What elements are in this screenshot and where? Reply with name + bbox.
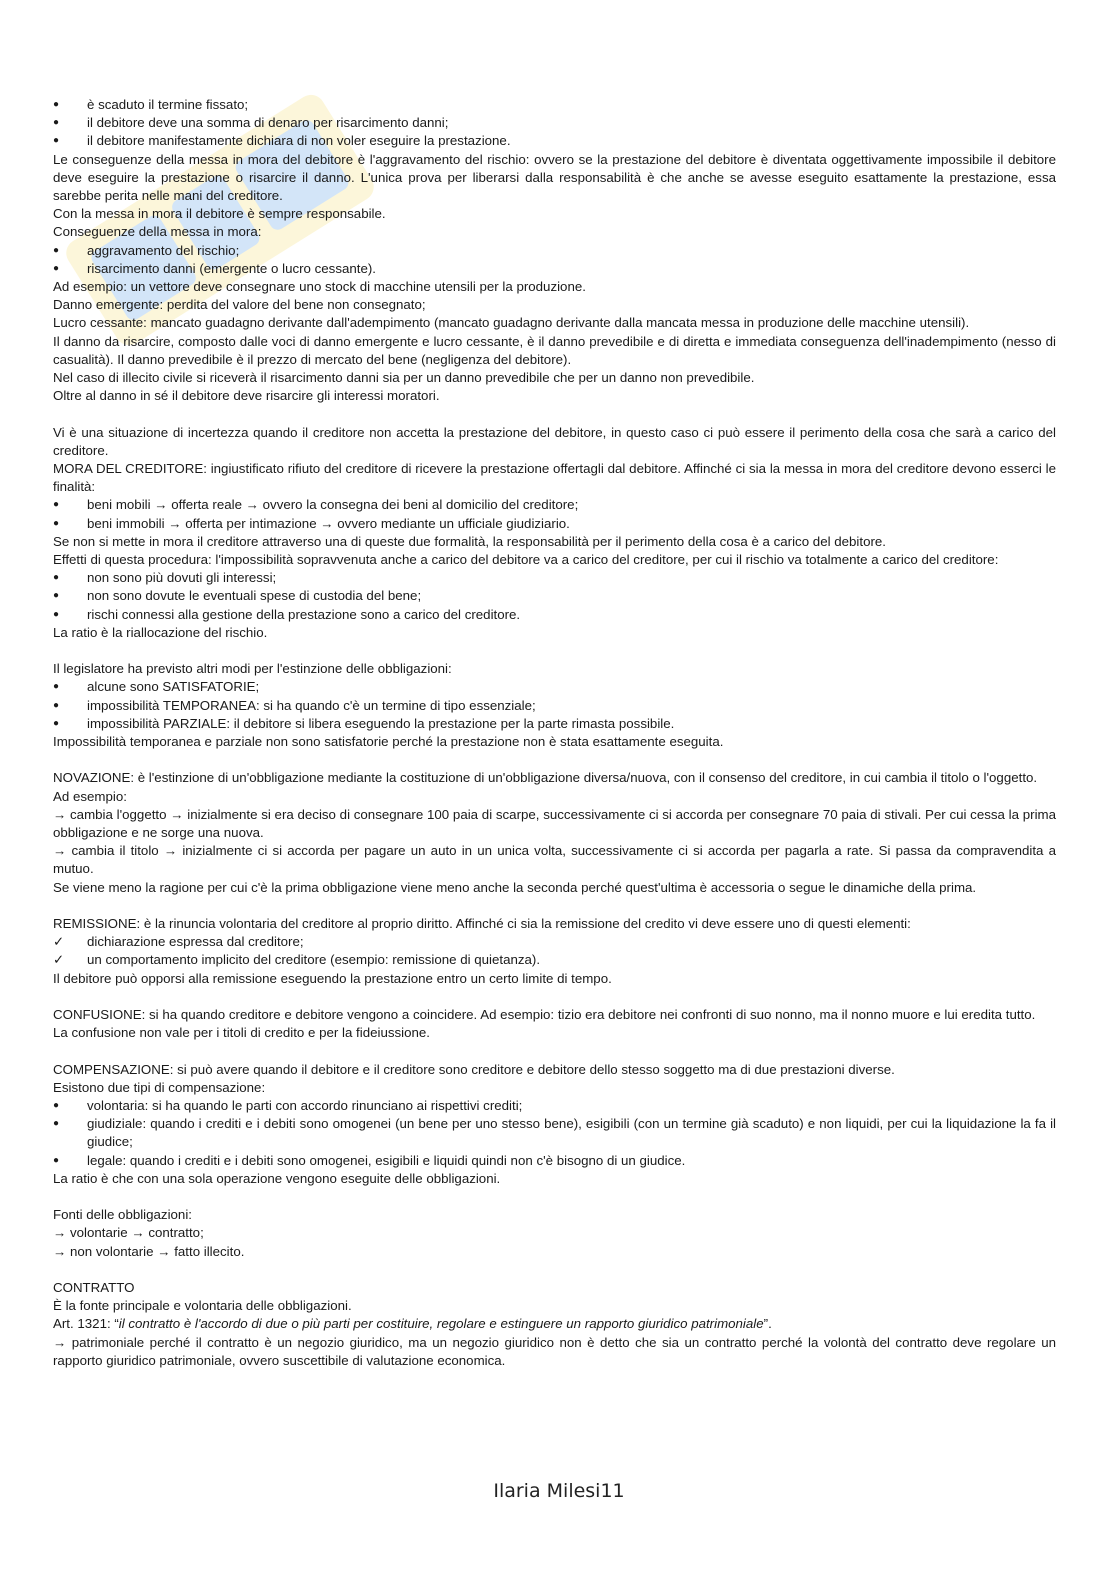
- list-item: ✓ un comportamento implicito del creditore (esempio: remissione di quietanza).: [53, 952, 541, 968]
- paragraph: Le conseguenze della messa in mora del debitore è l'aggravamento del rischio: ovvero se la prestazione del debitore è diventata oggettivamente impossibile il debitore deve eseguire la prestazione o risarcire il danno. L'unica prova per liberarsi dalla responsabilità è che anche se avesse eseguito esattamente la prestazione, essa sarebbe perita nelle mani del creditore.: [53, 151, 1056, 204]
- paragraph: Conseguenze della messa in mora:: [53, 224, 262, 240]
- paragraph: Esistono due tipi di compensazione:: [53, 1079, 266, 1095]
- list-item: ● impossibilità TEMPORANEA: si ha quando c'è un termine di tipo essenziale;: [53, 697, 536, 713]
- paragraph: Con la messa in mora il debitore è sempre responsabile.: [53, 206, 386, 222]
- paragraph: NOVAZIONE: è l'estinzione di un'obbligazione mediante la costituzione di un'obbligazione diversa/nuova, con il consenso del creditore, in cui cambia il titolo o l'oggetto.: [53, 770, 1038, 786]
- paragraph: È la fonte principale e volontaria delle obbligazioni.: [53, 1298, 352, 1314]
- list-item: ● il debitore manifestamente dichiara di non voler eseguire la prestazione.: [53, 133, 511, 149]
- paragraph: Ad esempio: un vettore deve consegnare uno stock di macchine utensili per la produzione.: [53, 279, 586, 295]
- list-item: ● beni mobili → offerta reale → ovvero la consegna dei beni al domicilio del creditore;: [53, 497, 579, 513]
- list-item: ● il debitore deve una somma di denaro per risarcimento danni;: [53, 115, 449, 131]
- paragraph: La confusione non vale per i titoli di credito e per la fideiussione.: [53, 1025, 430, 1041]
- paragraph: Se non si mette in mora il creditore attraverso una di queste due formalità, la responsabilità per il perimento della cosa è a carico del debitore.: [53, 533, 886, 549]
- list-item: ● rischi connessi alla gestione della prestazione sono a carico del creditore.: [53, 606, 521, 622]
- paragraph: → non volontarie → fatto illecito.: [53, 1243, 245, 1259]
- article-quote: Art. 1321: “il contratto è l'accordo di due o più parti per costituire, regolare e estinguere un rapporto giuridico patrimoniale”.: [53, 1316, 772, 1332]
- paragraph: Fonti delle obbligazioni:: [53, 1207, 192, 1223]
- list-item: ● volontaria: si ha quando le parti con accordo rinunciano ai rispettivi crediti;: [53, 1098, 523, 1114]
- page-footer: Ilaria Milesi11: [493, 1480, 625, 1502]
- paragraph: Lucro cessante: mancato guadagno derivante dall'adempimento (mancato guadagno derivante dalla mancata messa in produzione delle macchine utensili).: [53, 315, 970, 331]
- list-item: ● impossibilità PARZIALE: il debitore si libera eseguendo la prestazione per la parte rimasta possibile.: [53, 715, 675, 731]
- document-body: [53, 96, 1056, 1370]
- list-item: ● è scaduto il termine fissato;: [53, 97, 249, 112]
- list-item: ● giudiziale: quando i crediti e i debiti sono omogenei (un bene per uno stesso bene), esigibili (con un termine già scaduto) e non liquidi, per cui la liquidazione la fa il giudice;: [53, 1116, 1056, 1150]
- section-heading: CONTRATTO: [53, 1280, 135, 1296]
- paragraph: Nel caso di illecito civile si riceverà il risarcimento danni sia per un danno prevedibile che per un danno non prevedibile.: [53, 370, 755, 386]
- paragraph: Ad esempio:: [53, 788, 127, 804]
- paragraph: Danno emergente: perdita del valore del bene non consegnato;: [53, 297, 426, 313]
- paragraph: Effetti di questa procedura: l'impossibilità sopravvenuta anche a carico del debitore va a carico del creditore, per cui il rischio va totalmente a carico del creditore:: [53, 552, 999, 568]
- paragraph: Il debitore può opporsi alla remissione eseguendo la prestazione entro un certo limite di tempo.: [53, 970, 612, 986]
- paragraph: → patrimoniale perché il contratto è un negozio giuridico, ma un negozio giuridico non è detto che sia un contratto perché la volontà del contratto deve regolare un rapporto giuridico patrimoniale, ovvero suscettibile di valutazione economica.: [53, 1334, 1056, 1368]
- list-item: ● legale: quando i crediti e i debiti sono omogenei, esigibili e liquidi quindi non c'è bisogno di un giudice.: [53, 1152, 686, 1168]
- list-item: ✓ dichiarazione espressa dal creditore;: [53, 934, 304, 950]
- list-item: ● risarcimento danni (emergente o lucro cessante).: [53, 260, 376, 276]
- list-item: ● non sono più dovuti gli interessi;: [53, 570, 277, 586]
- paragraph: → cambia il titolo → inizialmente ci si accorda per pagare un auto in un unica volta, successivamente ci si accorda per pagarla a rate. Si passa da compravendita a mutuo.: [53, 843, 1056, 877]
- list-item: ● beni immobili → offerta per intimazione → ovvero mediante un ufficiale giudiziario.: [53, 515, 570, 531]
- list-item: ● alcune sono SATISFATORIE;: [53, 679, 260, 695]
- list-item: ● aggravamento del rischio;: [53, 242, 240, 258]
- paragraph: MORA DEL CREDITORE: ingiustificato rifiuto del creditore di ricevere la prestazione offertagli dal debitore. Affinché ci sia la messa in mora del creditore devono esserci le finalità:: [53, 461, 1056, 495]
- paragraph: Il legislatore ha previsto altri modi per l'estinzione delle obbligazioni:: [53, 661, 452, 677]
- paragraph: Oltre al danno in sé il debitore deve risarcire gli interessi moratori.: [53, 388, 440, 404]
- paragraph: → volontarie → contratto;: [53, 1225, 204, 1241]
- paragraph: La ratio è che con una sola operazione vengono eseguite delle obbligazioni.: [53, 1170, 501, 1186]
- list-item: ● non sono dovute le eventuali spese di custodia del bene;: [53, 588, 422, 604]
- paragraph: Se viene meno la ragione per cui c'è la prima obbligazione viene meno anche la seconda perché quest'ultima è accessoria o segue le dinamiche della prima.: [53, 879, 977, 895]
- paragraph: COMPENSAZIONE: si può avere quando il debitore e il creditore sono creditore e debitore dello stesso soggetto ma di due prestazioni diverse.: [53, 1061, 895, 1077]
- paragraph: Vi è una situazione di incertezza quando il creditore non accetta la prestazione del debitore, in questo caso ci può essere il perimento della cosa che sarà a carico del creditore.: [53, 424, 1056, 458]
- paragraph: La ratio è la riallocazione del rischio.: [53, 624, 268, 640]
- paragraph: REMISSIONE: è la rinuncia volontaria del creditore al proprio diritto. Affinché ci sia la remissione del credito vi deve essere uno di questi elementi:: [53, 916, 911, 932]
- paragraph: Il danno da risarcire, composto dalle voci di danno emergente e lucro cessante, è il danno prevedibile e di diretta e immediata conseguenza dell'inadempimento (nesso di casualità). Il danno prevedibile è il prezzo di mercato del bene (negligenza del debitore).: [53, 333, 1056, 367]
- paragraph: Impossibilità temporanea e parziale non sono satisfatorie perché la prestazione non è stata esattamente eseguita.: [53, 734, 724, 750]
- paragraph: → cambia l'oggetto → inizialmente si era deciso di consegnare 100 paia di scarpe, successivamente ci si accorda per consegnare 70 paia di stivali. Per cui cessa la prima obbligazione e ne sorge una nuova.: [53, 806, 1056, 841]
- paragraph: CONFUSIONE: si ha quando creditore e debitore vengono a coincidere. Ad esempio: tizio era debitore nei confronti di suo nonno, ma il nonno muore e lui eredita tutto.: [53, 1007, 1036, 1023]
